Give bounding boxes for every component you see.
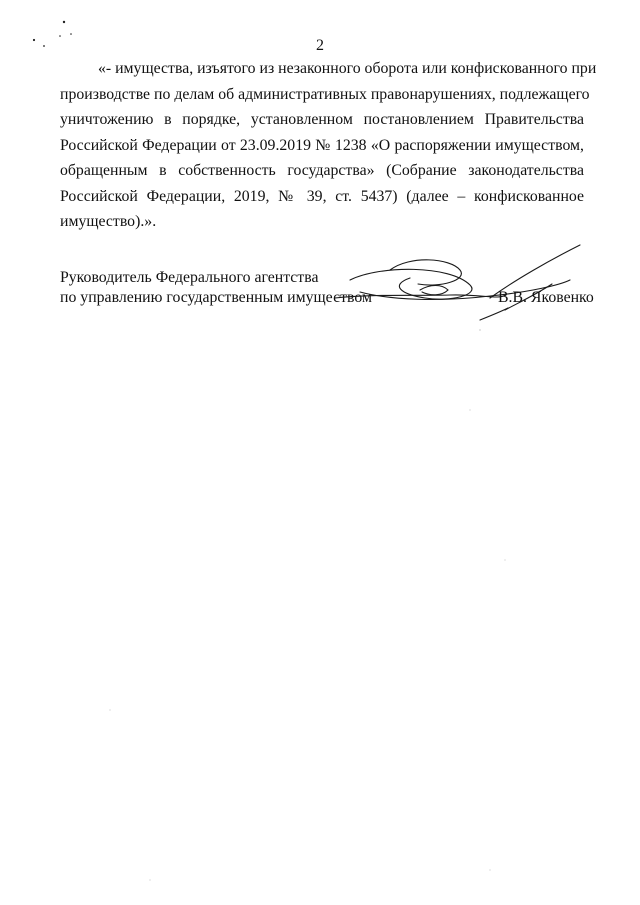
page-number: 2 bbox=[316, 37, 324, 54]
paragraph-line: Российской Федерации, 2019, № 39, ст. 5437) (далее – конфискованное bbox=[60, 187, 584, 205]
paragraph-line: уничтожению в порядке, установленном постановлением Правительства bbox=[60, 111, 584, 128]
signer-name: В.В. Яковенко bbox=[498, 289, 594, 306]
paragraph-line: Российской Федерации от 23.09.2019 № 1238 «О распоряжении имуществом, bbox=[60, 136, 584, 154]
paragraph-line: «- имущества, изъятого из незаконного оборота или конфискованного при bbox=[98, 60, 597, 77]
paragraph-line: производстве по делам об административных правонарушениях, подлежащего bbox=[60, 85, 590, 103]
position-line: по управлению государственным имуществом bbox=[60, 289, 372, 306]
position-line: Руководитель Федерального агентства bbox=[60, 269, 319, 286]
paragraph-line: имущество).». bbox=[60, 213, 157, 230]
paragraph-line: обращенным в собственность государства» (Собрание законодательства bbox=[60, 162, 584, 179]
